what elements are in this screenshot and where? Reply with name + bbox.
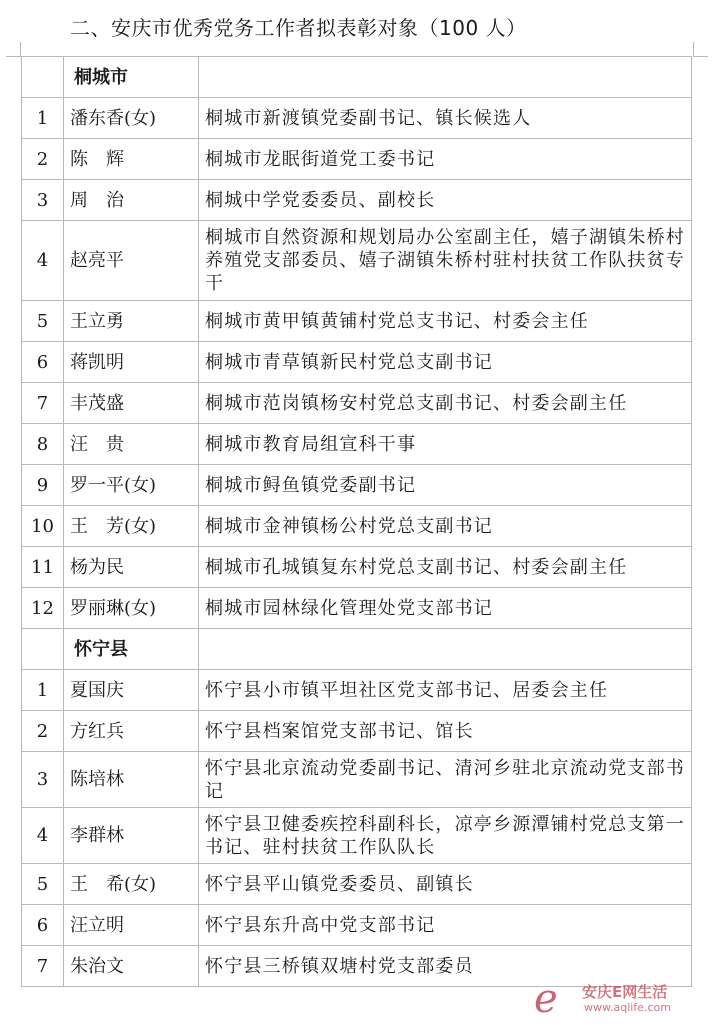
- table-row: [22, 547, 692, 588]
- corner-mark-left: [6, 42, 21, 57]
- person-position: 怀宁县北京流动党委副书记、清河乡驻北京流动党支部书记: [199, 752, 692, 808]
- row-number: 3: [22, 752, 64, 808]
- row-number: 9: [22, 465, 64, 506]
- table-row: [22, 342, 692, 383]
- section-number-cell: [22, 629, 64, 670]
- person-position: 怀宁县卫健委疾控科副科长，凉亭乡源潭铺村党总支第一书记、驻村扶贫工作队队长: [199, 808, 692, 864]
- corner-mark-right: [693, 42, 708, 57]
- person-name: 杨为民: [64, 547, 199, 588]
- person-name: 李群林: [64, 808, 199, 864]
- row-number: 11: [22, 547, 64, 588]
- person-name: 蒋凯明: [64, 342, 199, 383]
- person-position: 桐城市鲟鱼镇党委副书记: [199, 465, 692, 506]
- watermark-url: www.aqlife.com: [584, 1001, 671, 1014]
- row-number: 7: [22, 946, 64, 987]
- person-name: 赵亮平: [64, 221, 199, 301]
- watermark-logo-icon: e: [534, 976, 558, 1022]
- person-name: 陈培林: [64, 752, 199, 808]
- section-header-row: [22, 57, 692, 98]
- row-number: 2: [22, 139, 64, 180]
- row-number: 5: [22, 864, 64, 905]
- person-name: 罗一平(女): [64, 465, 199, 506]
- table-row: [22, 139, 692, 180]
- row-number: 4: [22, 808, 64, 864]
- section-title: 桐城市: [64, 57, 199, 98]
- row-number: 2: [22, 711, 64, 752]
- row-number: 6: [22, 905, 64, 946]
- person-name: 陈 辉: [64, 139, 199, 180]
- table-row: [22, 670, 692, 711]
- person-position: 桐城市青草镇新民村党总支副书记: [199, 342, 692, 383]
- person-position: 怀宁县平山镇党委委员、副镇长: [199, 864, 692, 905]
- table-row: [22, 301, 692, 342]
- section-title: 怀宁县: [64, 629, 199, 670]
- person-name: 丰茂盛: [64, 383, 199, 424]
- row-number: 5: [22, 301, 64, 342]
- table-row: [22, 808, 692, 864]
- row-number: 3: [22, 180, 64, 221]
- person-position: 桐城市新渡镇党委副书记、镇长候选人: [199, 98, 692, 139]
- table-row: [22, 864, 692, 905]
- person-position: 怀宁县小市镇平坦社区党支部书记、居委会主任: [199, 670, 692, 711]
- person-name: 王立勇: [64, 301, 199, 342]
- person-name: 王 芳(女): [64, 506, 199, 547]
- table-row: [22, 711, 692, 752]
- person-position: 怀宁县三桥镇双塘村党支部委员: [199, 946, 692, 987]
- row-number: 7: [22, 383, 64, 424]
- watermark-name: 安庆E网生活: [582, 983, 668, 1001]
- person-position: 桐城市金神镇杨公村党总支副书记: [199, 506, 692, 547]
- person-position: 桐城市范岗镇杨安村党总支副书记、村委会副主任: [199, 383, 692, 424]
- table-row: [22, 424, 692, 465]
- row-number: 8: [22, 424, 64, 465]
- table-row: [22, 98, 692, 139]
- section-position-cell: [199, 629, 692, 670]
- table-row: [22, 465, 692, 506]
- person-name: 汪立明: [64, 905, 199, 946]
- person-name: 夏国庆: [64, 670, 199, 711]
- person-position: 怀宁县档案馆党支部书记、馆长: [199, 711, 692, 752]
- row-number: 1: [22, 98, 64, 139]
- row-number: 1: [22, 670, 64, 711]
- person-name: 方红兵: [64, 711, 199, 752]
- person-position: 桐城市园林绿化管理处党支部书记: [199, 588, 692, 629]
- honoree-table-body: [22, 57, 692, 987]
- table-row: [22, 946, 692, 987]
- row-number: 12: [22, 588, 64, 629]
- person-position: 桐城市自然资源和规划局办公室副主任，嬉子湖镇朱桥村养殖党支部委员、嬉子湖镇朱桥村驻村扶贫工作队扶贫专干: [199, 221, 692, 301]
- person-name: 潘东香(女): [64, 98, 199, 139]
- person-position: 怀宁县东升高中党支部书记: [199, 905, 692, 946]
- table-row: [22, 905, 692, 946]
- section-number-cell: [22, 57, 64, 98]
- person-position: 桐城中学党委委员、副校长: [199, 180, 692, 221]
- section-header-row: [22, 629, 692, 670]
- table-row: [22, 221, 692, 301]
- person-name: 朱治文: [64, 946, 199, 987]
- person-name: 汪 贵: [64, 424, 199, 465]
- person-name: 周 治: [64, 180, 199, 221]
- row-number: 10: [22, 506, 64, 547]
- table-row: [22, 752, 692, 808]
- table-row: [22, 383, 692, 424]
- person-position: 桐城市龙眠街道党工委书记: [199, 139, 692, 180]
- person-position: 桐城市教育局组宣科干事: [199, 424, 692, 465]
- table-row: [22, 588, 692, 629]
- table-row: [22, 180, 692, 221]
- person-position: 桐城市黄甲镇黄铺村党总支书记、村委会主任: [199, 301, 692, 342]
- row-number: 4: [22, 221, 64, 301]
- person-position: 桐城市孔城镇复东村党总支副书记、村委会副主任: [199, 547, 692, 588]
- person-name: 王 希(女): [64, 864, 199, 905]
- honoree-table: [21, 56, 692, 987]
- section-position-cell: [199, 57, 692, 98]
- table-row: [22, 506, 692, 547]
- page-title: 二、安庆市优秀党务工作者拟表彰对象（100 人）: [70, 16, 527, 40]
- row-number: 6: [22, 342, 64, 383]
- person-name: 罗丽琳(女): [64, 588, 199, 629]
